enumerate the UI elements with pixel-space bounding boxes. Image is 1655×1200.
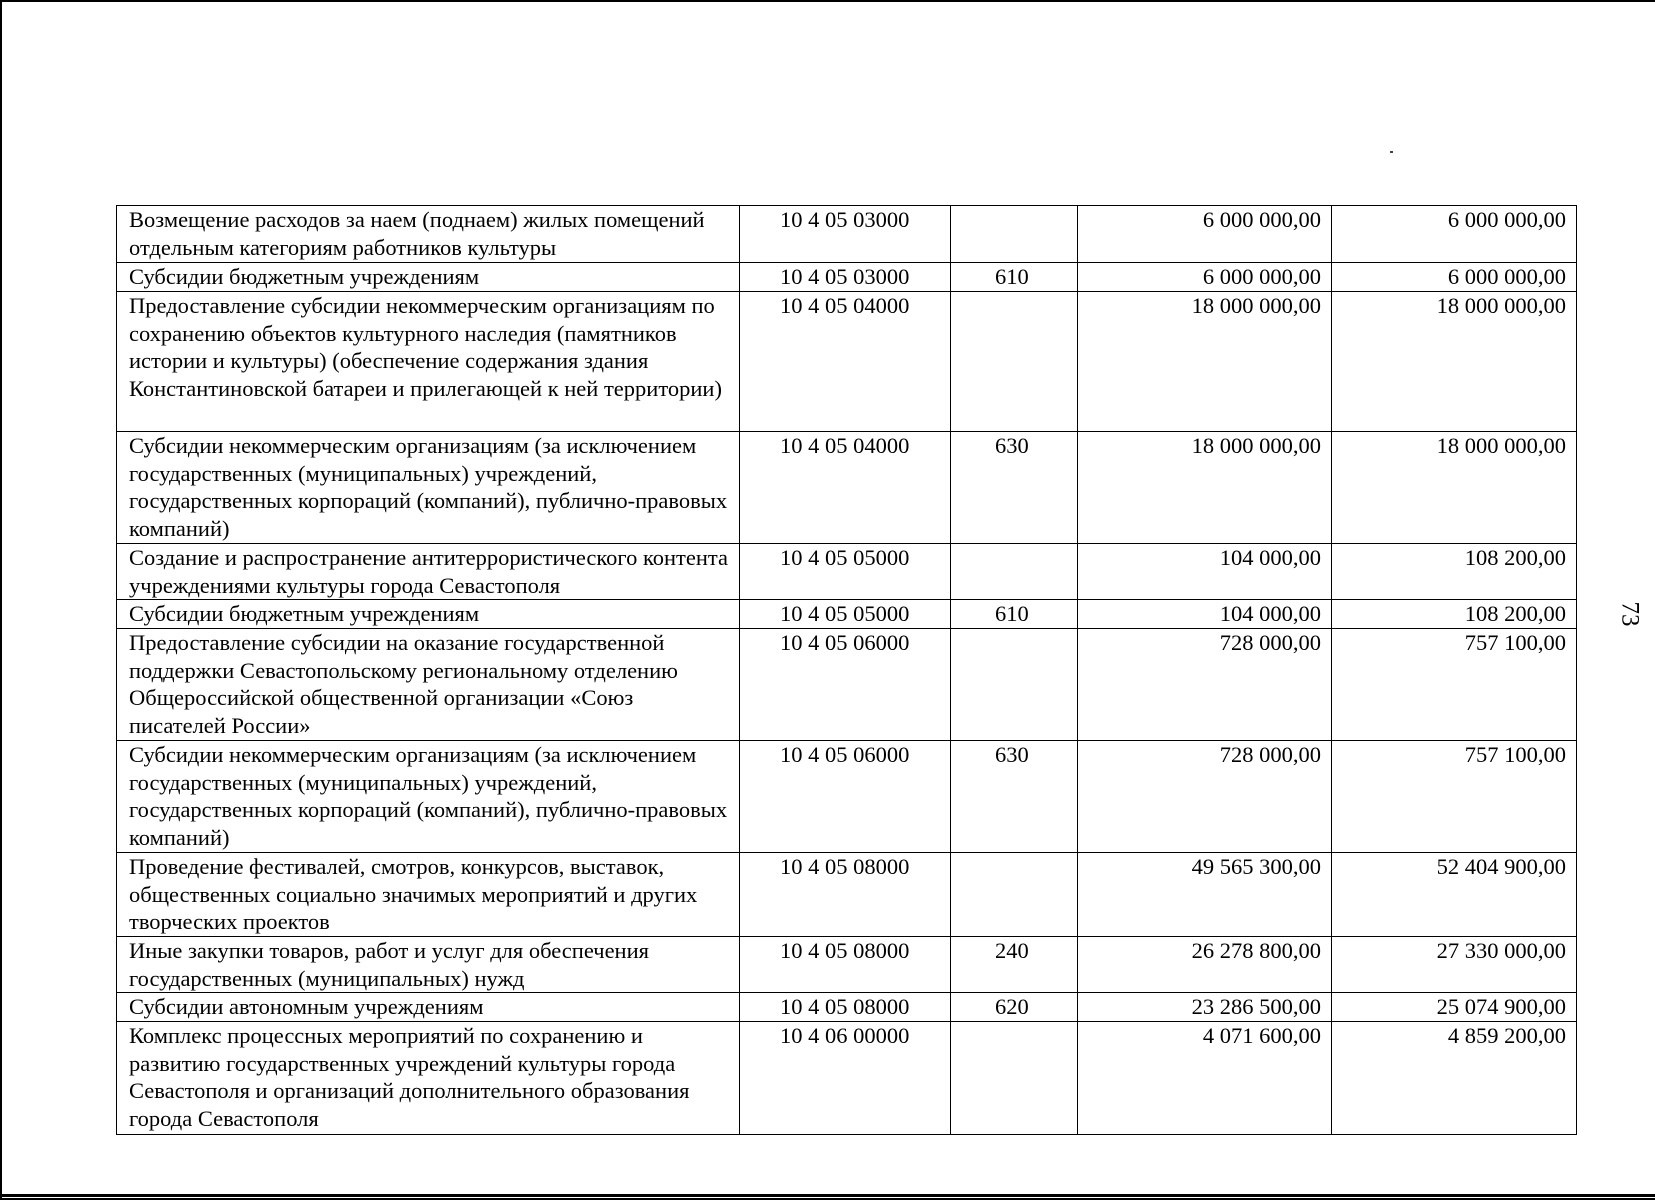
table-row <box>117 629 1577 741</box>
row-amount-year1: 49 565 300,00 <box>1078 853 1332 937</box>
row-name: Субсидии бюджетным учреждениям <box>117 600 740 629</box>
table-row <box>117 432 1577 544</box>
row-amount-year2: 4 859 200,00 <box>1332 1022 1577 1135</box>
row-name: Субсидии бюджетным учреждениям <box>117 263 740 292</box>
row-name: Субсидии автономным учреждениям <box>117 993 740 1022</box>
row-amount-year1: 18 000 000,00 <box>1078 292 1332 432</box>
table-row <box>117 600 1577 629</box>
row-type: 630 <box>951 741 1078 853</box>
row-amount-year2: 108 200,00 <box>1332 600 1577 629</box>
row-amount-year2: 52 404 900,00 <box>1332 853 1577 937</box>
row-code: 10 4 06 00000 <box>740 1022 951 1135</box>
row-type <box>951 206 1078 263</box>
table-row <box>117 263 1577 292</box>
row-code: 10 4 05 08000 <box>740 993 951 1022</box>
row-type <box>951 292 1078 432</box>
row-code: 10 4 05 05000 <box>740 544 951 600</box>
table-row <box>117 741 1577 853</box>
row-amount-year1: 18 000 000,00 <box>1078 432 1332 544</box>
row-amount-year2: 108 200,00 <box>1332 544 1577 600</box>
row-name: Создание и распространение антитеррористического контента учреждениями культуры города Севастополя <box>117 544 740 600</box>
row-amount-year2: 757 100,00 <box>1332 629 1577 741</box>
row-name: Комплекс процессных мероприятий по сохранению и развитию государственных учреждений культуры города Севастополя и организаций дополнительного образования города Севастополя <box>117 1022 740 1135</box>
row-name: Иные закупки товаров, работ и услуг для обеспечения государственных (муниципальных) нужд <box>117 937 740 993</box>
row-type: 620 <box>951 993 1078 1022</box>
table-row <box>117 853 1577 937</box>
row-code: 10 4 05 06000 <box>740 741 951 853</box>
row-code: 10 4 05 06000 <box>740 629 951 741</box>
row-amount-year2: 6 000 000,00 <box>1332 263 1577 292</box>
table-row <box>117 937 1577 993</box>
row-name: Проведение фестивалей, смотров, конкурсов, выставок, общественных социально значимых мероприятий и других творческих проектов <box>117 853 740 937</box>
row-amount-year1: 4 071 600,00 <box>1078 1022 1332 1135</box>
row-type <box>951 629 1078 741</box>
row-amount-year1: 23 286 500,00 <box>1078 993 1332 1022</box>
row-amount-year2: 18 000 000,00 <box>1332 432 1577 544</box>
row-code: 10 4 05 05000 <box>740 600 951 629</box>
row-code: 10 4 05 08000 <box>740 853 951 937</box>
row-type <box>951 853 1078 937</box>
row-amount-year2: 25 074 900,00 <box>1332 993 1577 1022</box>
table-row <box>117 206 1577 263</box>
page-bottom-border <box>0 1194 1655 1197</box>
row-type: 610 <box>951 600 1078 629</box>
table-row <box>117 993 1577 1022</box>
row-code: 10 4 05 03000 <box>740 206 951 263</box>
row-name: Возмещение расходов за наем (поднаем) жилых помещений отдельным категориям работников культуры <box>117 206 740 263</box>
row-name: Предоставление субсидии на оказание государственной поддержки Севастопольскому региональному отделению Общероссийской общественной организации «Союз писателей России» <box>117 629 740 741</box>
row-amount-year1: 104 000,00 <box>1078 544 1332 600</box>
row-code: 10 4 05 08000 <box>740 937 951 993</box>
row-type <box>951 1022 1078 1135</box>
table-row <box>117 1022 1577 1135</box>
row-code: 10 4 05 04000 <box>740 292 951 432</box>
row-type: 610 <box>951 263 1078 292</box>
row-amount-year2: 6 000 000,00 <box>1332 206 1577 263</box>
row-amount-year2: 18 000 000,00 <box>1332 292 1577 432</box>
row-amount-year1: 728 000,00 <box>1078 629 1332 741</box>
scan-speck <box>1390 151 1393 153</box>
row-amount-year2: 757 100,00 <box>1332 741 1577 853</box>
row-amount-year1: 6 000 000,00 <box>1078 263 1332 292</box>
row-type <box>951 544 1078 600</box>
budget-table <box>116 205 1577 1135</box>
row-amount-year1: 26 278 800,00 <box>1078 937 1332 993</box>
row-type: 630 <box>951 432 1078 544</box>
row-type: 240 <box>951 937 1078 993</box>
page-number: 73 <box>1616 601 1644 627</box>
row-amount-year1: 104 000,00 <box>1078 600 1332 629</box>
row-name: Предоставление субсидии некоммерческим организациям по сохранению объектов культурного наследия (памятников истории и культуры) (обеспечение содержания здания Константиновской батареи и прилегающей к ней территории) <box>117 292 740 432</box>
row-name: Субсидии некоммерческим организациям (за исключением государственных (муниципальных) учреждений, государственных корпораций (компаний), публично-правовых компаний) <box>117 741 740 853</box>
table-row <box>117 292 1577 432</box>
row-code: 10 4 05 04000 <box>740 432 951 544</box>
row-amount-year1: 6 000 000,00 <box>1078 206 1332 263</box>
row-amount-year1: 728 000,00 <box>1078 741 1332 853</box>
row-amount-year2: 27 330 000,00 <box>1332 937 1577 993</box>
table-row <box>117 544 1577 600</box>
row-name: Субсидии некоммерческим организациям (за исключением государственных (муниципальных) учреждений, государственных корпораций (компаний), публично-правовых компаний) <box>117 432 740 544</box>
row-code: 10 4 05 03000 <box>740 263 951 292</box>
